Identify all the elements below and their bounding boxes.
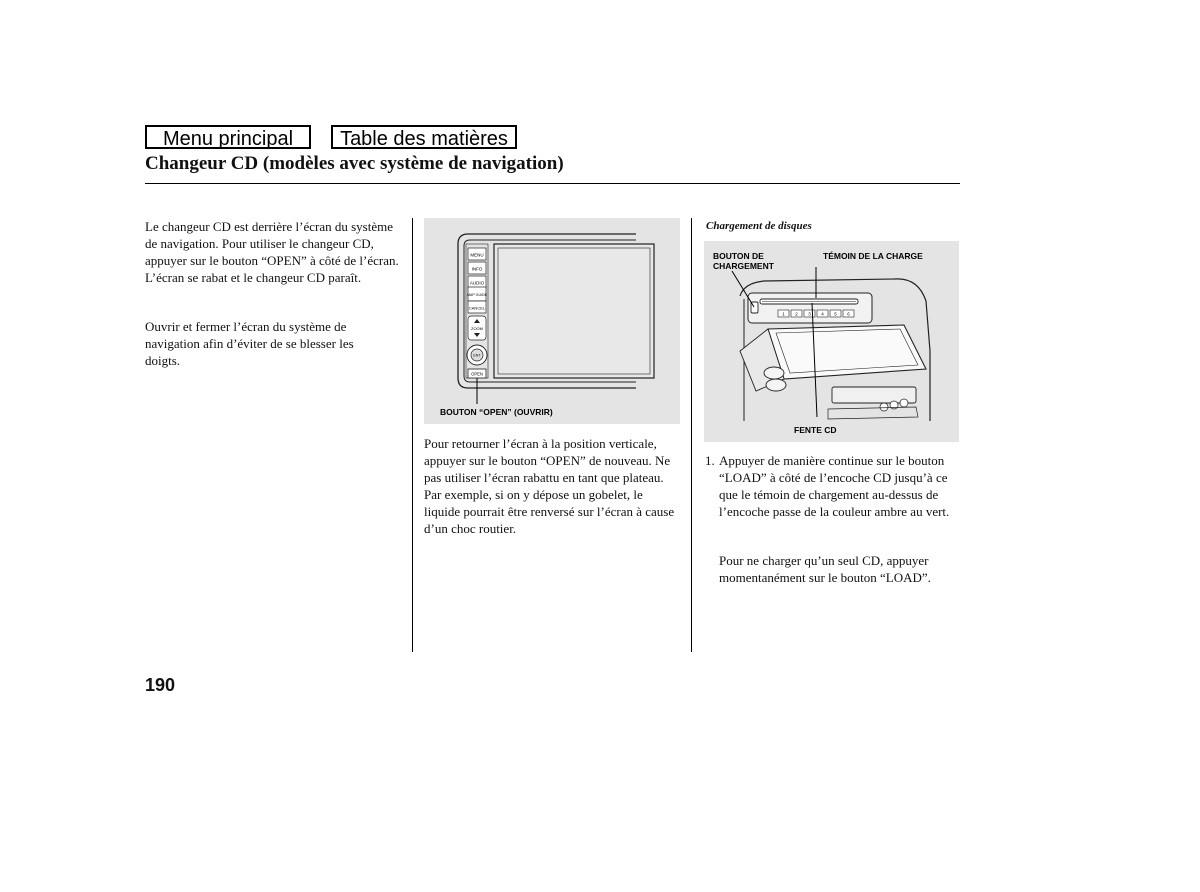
cancel-key-label: CANCEL [468, 305, 486, 311]
load-button-label-line2: CHARGEMENT [713, 261, 774, 271]
main-menu-button[interactable]: Menu principal [145, 125, 311, 149]
step-text: Appuyer de manière continue sur le bouton “LOAD” à côté de l’encoche CD jusqu’à ce que le témoin de chargement au-dessus de l’encoche passe de la couleur ambre au vert. [719, 453, 950, 519]
load-indicator-label: TÉMOIN DE LA CHARGE [823, 251, 923, 261]
return-screen-paragraph: Pour retourner l’écran à la position verticale, appuyer sur le bouton “OPEN” de nouveau. Ne pas utiliser l’écran rabattu en tant que plateau. Par exemple, si on y dépose un gobelet, le liquide pourrait être renversé sur l’écran à cause d’un choc routier. [424, 436, 675, 536]
table-of-contents-button[interactable]: Table des matières [331, 125, 517, 149]
disc-button-5: 5 [834, 311, 837, 317]
list-item [705, 452, 965, 520]
disc-button-1: 1 [782, 311, 785, 317]
map-guide-key-label: MAP GUIDE [466, 293, 488, 297]
single-cd-paragraph: Pour ne charger qu’un seul CD, appuyer momentanément sur le bouton “LOAD”. [719, 553, 931, 585]
intro-paragraph: Le changeur CD est derrière l’écran du système de navigation. Pour utiliser le changeur CD, appuyer sur le bouton “OPEN” à côté de l’écran. L’écran se rabat et le changeur CD paraît. [145, 219, 399, 285]
column-divider-right [691, 218, 692, 652]
audio-key-label: AUDIO [469, 280, 485, 286]
page-title: Changeur CD (modèles avec système de navigation) [145, 153, 564, 174]
zoom-key-label: ZOOM [471, 326, 483, 331]
page-number: 190 [145, 675, 176, 695]
ent-key-label: ENT [473, 353, 481, 358]
cd-slot-label: FENTE CD [794, 425, 837, 435]
cd-changer-illustration [704, 241, 959, 442]
safety-paragraph: Ouvrir et fermer l’écran du système de navigation afin d’éviter de se blesser les doigts. [145, 319, 354, 368]
info-key-label: INFO [471, 266, 483, 272]
disc-button-3: 3 [808, 311, 811, 317]
open-key-label: OPEN [471, 371, 483, 377]
disc-button-6: 6 [847, 311, 850, 317]
load-button-label-line1: BOUTON DE [713, 251, 764, 261]
open-button-caption: BOUTON “OPEN” (OUVRIR) [440, 407, 553, 417]
step-number: 1. [705, 453, 715, 468]
disc-button-2: 2 [795, 311, 798, 317]
navigation-unit-illustration [424, 218, 680, 424]
column-divider-left [412, 218, 413, 652]
menu-key-label: MENU [470, 252, 484, 258]
figure-cd-changer [704, 241, 959, 442]
disc-button-4: 4 [821, 311, 824, 317]
figure-title-loading: Chargement de disques [706, 220, 812, 232]
figure-navigation-screen [424, 218, 680, 424]
loading-steps [705, 452, 965, 520]
title-divider [145, 183, 960, 184]
